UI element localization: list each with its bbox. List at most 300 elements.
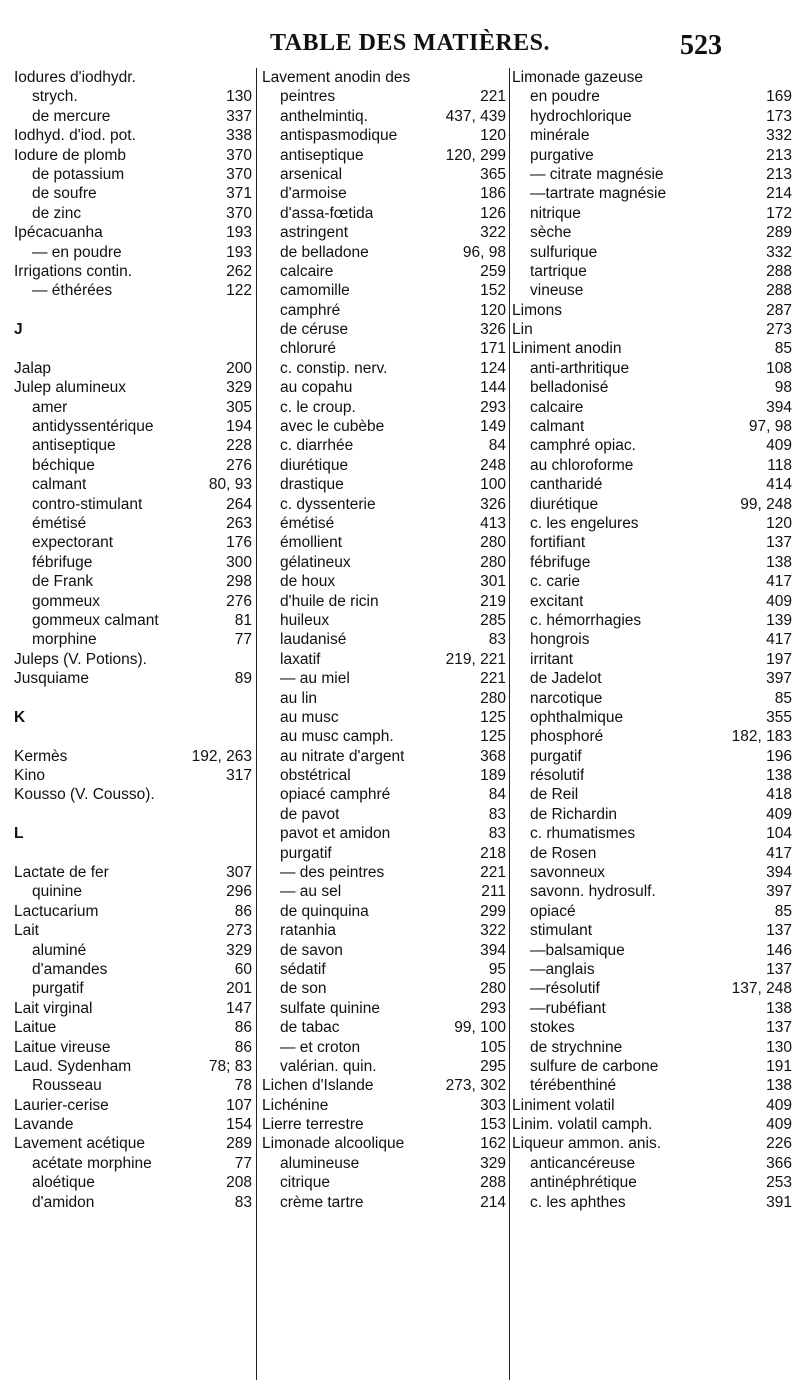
page-ref: 409 <box>766 437 792 455</box>
index-entry <box>262 398 506 417</box>
index-term: — au sel <box>280 883 342 901</box>
page-ref: 154 <box>226 1116 252 1134</box>
index-entry <box>262 533 506 552</box>
index-entry <box>262 417 506 436</box>
index-term: —rubéfiant <box>530 999 606 1017</box>
page-ref: 191 <box>766 1057 792 1075</box>
index-term: aluminé <box>32 941 87 959</box>
index-term: térébenthiné <box>530 1077 617 1095</box>
index-term: antispasmodique <box>280 127 398 145</box>
index-term: purgatif <box>32 980 84 998</box>
index-entry <box>262 1076 506 1095</box>
page-ref: 138 <box>766 767 792 785</box>
page-ref: 118 <box>767 456 792 474</box>
page-ref: 78 <box>234 1077 252 1095</box>
index-entry <box>262 572 506 591</box>
index-term: fébrifuge <box>530 553 591 571</box>
index-entry <box>14 1018 252 1037</box>
page-ref: 329 <box>226 941 252 959</box>
spacer <box>14 844 252 863</box>
index-term: Lactate de fer <box>14 864 109 882</box>
index-term: c. dyssenterie <box>280 495 376 513</box>
page-ref: 366 <box>766 1154 792 1172</box>
index-entry <box>14 398 252 417</box>
index-term: de quinquina <box>280 902 369 920</box>
index-term: peintres <box>280 88 336 106</box>
page-ref: 394 <box>766 864 792 882</box>
index-term: Lavement acétique <box>14 1135 145 1153</box>
index-entry <box>14 417 252 436</box>
index-term: de belladone <box>280 243 369 261</box>
page-ref: 409 <box>766 592 792 610</box>
index-entry <box>262 359 506 378</box>
page-ref: 77 <box>234 1154 252 1172</box>
index-term: d'amidon <box>32 1193 95 1211</box>
index-term: au chloroforme <box>530 456 634 474</box>
index-term: Ipécacuanha <box>14 224 103 242</box>
index-term: de Jadelot <box>530 670 602 688</box>
page-ref: 280 <box>480 534 506 552</box>
index-term: sulfure de carbone <box>530 1057 659 1075</box>
page-ref: 84 <box>488 786 506 804</box>
index-entry <box>512 844 792 863</box>
index-entry <box>512 592 792 611</box>
index-term: laudanisé <box>280 631 347 649</box>
index-entry <box>512 87 792 106</box>
index-entry <box>262 339 506 358</box>
index-entry <box>512 689 792 708</box>
page-ref: 130 <box>226 88 252 106</box>
index-entry <box>512 339 792 358</box>
page-ref: 326 <box>480 495 506 513</box>
index-column-2 <box>262 68 506 1212</box>
index-entry <box>262 1057 506 1076</box>
page-ref: 83 <box>234 1193 252 1211</box>
page-ref: 125 <box>480 728 506 746</box>
index-entry <box>262 262 506 281</box>
index-term: sulfurique <box>530 243 598 261</box>
index-term: c. le croup. <box>280 398 356 416</box>
index-entry <box>14 262 252 281</box>
index-entry <box>14 204 252 223</box>
index-entry <box>14 107 252 126</box>
page-ref: 83 <box>488 631 506 649</box>
index-term: Julep alumineux <box>14 379 127 397</box>
index-entry <box>14 902 252 921</box>
page-ref: 60 <box>234 960 252 978</box>
index-entry <box>262 495 506 514</box>
index-term: pavot et amidon <box>280 825 391 843</box>
index-term: Laitue vireuse <box>14 1038 111 1056</box>
index-term: au musc <box>280 708 339 726</box>
index-term: Lierre terrestre <box>262 1116 364 1134</box>
index-entry <box>262 378 506 397</box>
index-term: valérian. quin. <box>280 1057 377 1075</box>
page-ref: 120, 299 <box>445 146 506 164</box>
index-entry <box>262 902 506 921</box>
index-term: —tartrate magnésie <box>530 185 667 203</box>
index-term: béchique <box>32 456 95 474</box>
page-ref: 98 <box>774 379 792 397</box>
page-ref: 86 <box>234 1038 252 1056</box>
index-term: au musc camph. <box>280 728 394 746</box>
index-term: — en poudre <box>32 243 122 261</box>
index-term: de céruse <box>280 321 349 339</box>
page-ref: 365 <box>480 165 506 183</box>
index-entry <box>262 941 506 960</box>
page-ref: 153 <box>480 1116 506 1134</box>
index-entry <box>14 1193 252 1212</box>
section-letter: K <box>14 708 26 726</box>
spacer <box>14 301 252 320</box>
page-ref: 370 <box>226 204 252 222</box>
index-term: arsenical <box>280 165 343 183</box>
page-ref: 147 <box>226 999 252 1017</box>
index-entry <box>14 650 252 669</box>
index-term: avec le cubèbe <box>280 418 385 436</box>
index-entry <box>14 553 252 572</box>
page-ref: 81 <box>234 611 252 629</box>
index-term: morphine <box>32 631 97 649</box>
page-ref: 305 <box>226 398 252 416</box>
index-entry <box>14 1076 252 1095</box>
index-term: obstétrical <box>280 767 351 785</box>
page-ref: 299 <box>480 902 506 920</box>
index-term: strych. <box>32 88 78 106</box>
page-ref: 105 <box>480 1038 506 1056</box>
page-ref: 146 <box>766 941 792 959</box>
index-term: huileux <box>280 611 330 629</box>
index-entry <box>14 747 252 766</box>
index-term: Juleps (V. Potions). <box>14 650 147 668</box>
page-ref: 417 <box>766 844 792 862</box>
index-term: citrique <box>280 1174 330 1192</box>
index-term: — au miel <box>280 670 350 688</box>
index-entry <box>512 553 792 572</box>
index-entry <box>512 572 792 591</box>
index-entry <box>262 921 506 940</box>
page-ref: 84 <box>488 437 506 455</box>
index-term: savonn. hydrosulf. <box>530 883 656 901</box>
page-ref: 99, 248 <box>740 495 792 513</box>
index-term: stokes <box>530 1019 575 1037</box>
index-term: c. constip. nerv. <box>280 359 388 377</box>
index-term: Jalap <box>14 359 52 377</box>
page-ref: 253 <box>766 1174 792 1192</box>
page-ref: 276 <box>226 456 252 474</box>
index-entry <box>512 398 792 417</box>
index-entry <box>14 941 252 960</box>
page-ref: 137 <box>766 1019 792 1037</box>
page-ref: 289 <box>226 1135 252 1153</box>
index-entry <box>262 824 506 843</box>
index-term: —balsamique <box>530 941 625 959</box>
index-term: d'huile de ricin <box>280 592 379 610</box>
page-ref: 289 <box>766 224 792 242</box>
index-entry <box>512 243 792 262</box>
index-entry <box>14 921 252 940</box>
index-term: —résolutif <box>530 980 600 998</box>
page-ref: 219, 221 <box>445 650 506 668</box>
page-ref: 355 <box>766 708 792 726</box>
page-ref: 193 <box>226 243 252 261</box>
index-entry <box>262 1193 506 1212</box>
column-divider-1 <box>256 68 257 1380</box>
page-ref: 337 <box>226 107 252 125</box>
index-term: contro-stimulant <box>32 495 143 513</box>
index-entry <box>512 1193 792 1212</box>
index-entry <box>262 979 506 998</box>
index-entry <box>262 223 506 242</box>
page-ref: 326 <box>480 321 506 339</box>
index-term: tartrique <box>530 262 587 280</box>
index-term: — et croton <box>280 1038 361 1056</box>
page-ref: 259 <box>480 262 506 280</box>
index-entry <box>262 1115 506 1134</box>
index-entry <box>512 68 792 87</box>
page-ref: 409 <box>766 1096 792 1114</box>
index-term: Iodure de plomb <box>14 146 127 164</box>
index-entry <box>262 611 506 630</box>
spacer <box>14 339 252 358</box>
page-ref: 263 <box>226 514 252 532</box>
index-entry <box>512 1018 792 1037</box>
index-entry <box>512 204 792 223</box>
index-entry <box>262 146 506 165</box>
page-ref: 418 <box>766 786 792 804</box>
index-entry <box>512 630 792 649</box>
page-ref: 130 <box>766 1038 792 1056</box>
index-entry <box>512 1173 792 1192</box>
index-term: de Rosen <box>530 844 597 862</box>
index-term: d'amandes <box>32 960 108 978</box>
index-term: —anglais <box>530 960 595 978</box>
index-term: Lichénine <box>262 1096 329 1114</box>
index-term: chloruré <box>280 340 336 358</box>
index-term: de mercure <box>32 107 111 125</box>
index-term: ophthalmique <box>530 708 624 726</box>
index-term: émétisé <box>32 514 87 532</box>
index-term: Lavande <box>14 1116 74 1134</box>
index-entry <box>512 223 792 242</box>
page-ref: 226 <box>766 1135 792 1153</box>
index-term: opiacé <box>530 902 576 920</box>
index-term: Lavement anodin des <box>262 69 411 86</box>
index-entry <box>14 87 252 106</box>
page-ref: 332 <box>766 127 792 145</box>
index-term: purgatif <box>280 844 332 862</box>
index-term: expectorant <box>32 534 113 552</box>
index-entry <box>512 165 792 184</box>
index-entry <box>262 165 506 184</box>
index-term: calcaire <box>280 262 334 280</box>
index-entry <box>262 766 506 785</box>
page-ref: 329 <box>480 1154 506 1172</box>
page-ref: 214 <box>480 1193 506 1211</box>
index-entry <box>262 747 506 766</box>
index-entry <box>262 844 506 863</box>
page-ref: 99, 100 <box>454 1019 506 1037</box>
page-ref: 221 <box>480 88 506 106</box>
index-entry <box>262 1096 506 1115</box>
page-ref: 86 <box>234 902 252 920</box>
index-term: antidyssentérique <box>32 418 154 436</box>
page-ref: 193 <box>226 224 252 242</box>
index-entry <box>262 1154 506 1173</box>
page-ref: 332 <box>766 243 792 261</box>
index-term: Limonade gazeuse <box>512 69 643 86</box>
index-term: anti-arthritique <box>530 359 630 377</box>
page-ref: 221 <box>480 864 506 882</box>
page-ref: 293 <box>480 999 506 1017</box>
index-term: de potassium <box>32 165 125 183</box>
index-entry <box>14 243 252 262</box>
page-ref: 285 <box>480 611 506 629</box>
page-ref: 288 <box>766 262 792 280</box>
index-term: acétate morphine <box>32 1154 152 1172</box>
page-ref: 138 <box>766 1077 792 1095</box>
page-ref: 307 <box>226 864 252 882</box>
page-ref: 107 <box>226 1096 252 1114</box>
index-term: émétisé <box>280 514 335 532</box>
index-term: quinine <box>32 883 82 901</box>
index-term: diurétique <box>280 456 349 474</box>
page-ref: 280 <box>480 689 506 707</box>
index-term: Lait <box>14 922 39 940</box>
index-term: purgatif <box>530 747 582 765</box>
index-entry <box>512 281 792 300</box>
index-term: calmant <box>530 418 585 436</box>
index-entry <box>262 1018 506 1037</box>
section-letter: J <box>14 321 23 339</box>
index-entry <box>14 863 252 882</box>
index-entry <box>512 1076 792 1095</box>
index-term: savonneux <box>530 864 605 882</box>
index-term: excitant <box>530 592 584 610</box>
index-term: astringent <box>280 224 349 242</box>
page-ref: 125 <box>480 708 506 726</box>
index-term: Irrigations contin. <box>14 262 133 280</box>
index-entry <box>14 126 252 145</box>
page-ref: 273 <box>226 922 252 940</box>
spacer <box>14 805 252 824</box>
page-ref: 162 <box>480 1135 506 1153</box>
page-ref: 85 <box>774 902 792 920</box>
index-entry <box>512 999 792 1018</box>
index-term: amer <box>32 398 68 416</box>
page-ref: 214 <box>766 185 792 203</box>
index-entry <box>262 553 506 572</box>
index-term: sédatif <box>280 960 326 978</box>
index-entry <box>512 941 792 960</box>
page-ref: 248 <box>480 456 506 474</box>
index-term: Iodures d'iodhydr. <box>14 69 136 86</box>
index-term: de houx <box>280 573 336 591</box>
page-ref: 322 <box>480 224 506 242</box>
page-ref: 368 <box>480 747 506 765</box>
page-ref: 394 <box>480 941 506 959</box>
index-entry <box>512 262 792 281</box>
index-entry <box>14 785 252 804</box>
page-ref: 137 <box>766 534 792 552</box>
page-ref: 171 <box>480 340 506 358</box>
index-term: Laurier-cerise <box>14 1096 109 1114</box>
index-term: purgative <box>530 146 594 164</box>
page-ref: 221 <box>480 670 506 688</box>
index-entry <box>14 1173 252 1192</box>
index-entry <box>512 1115 792 1134</box>
page-ref: 89 <box>234 670 252 688</box>
index-term: de Richardin <box>530 805 618 823</box>
index-entry <box>512 1096 792 1115</box>
page-ref: 122 <box>226 282 252 300</box>
index-term: Laitue <box>14 1019 57 1037</box>
index-term: camphré opiac. <box>530 437 636 455</box>
index-entry <box>14 495 252 514</box>
index-entry <box>14 669 252 688</box>
index-term: Rousseau <box>32 1077 102 1095</box>
index-term: résolutif <box>530 767 585 785</box>
page-ref: 287 <box>766 301 792 319</box>
index-entry <box>262 204 506 223</box>
index-entry <box>512 359 792 378</box>
index-entry <box>512 107 792 126</box>
page-ref: 301 <box>480 573 506 591</box>
page-ref: 417 <box>766 573 792 591</box>
index-term: camomille <box>280 282 350 300</box>
index-term: Lichen d'Islande <box>262 1077 374 1095</box>
index-term: Laud. Sydenham <box>14 1057 132 1075</box>
index-term: phosphoré <box>530 728 604 746</box>
page-ref: 189 <box>480 767 506 785</box>
index-entry <box>512 785 792 804</box>
index-term: de tabac <box>280 1019 340 1037</box>
page-ref: 172 <box>766 204 792 222</box>
index-term: anticancéreuse <box>530 1154 636 1172</box>
page-ref: 97, 98 <box>748 418 792 436</box>
page-ref: 391 <box>766 1193 792 1211</box>
index-entry <box>512 921 792 940</box>
index-term: de Frank <box>32 573 94 591</box>
index-term: alumineuse <box>280 1154 360 1172</box>
index-entry <box>512 805 792 824</box>
index-entry <box>512 495 792 514</box>
index-entry <box>262 126 506 145</box>
index-term: narcotique <box>530 689 603 707</box>
index-entry <box>14 999 252 1018</box>
page-ref: 417 <box>766 631 792 649</box>
index-entry <box>512 650 792 669</box>
index-term: c. diarrhée <box>280 437 354 455</box>
index-entry <box>262 1038 506 1057</box>
page-ref: 197 <box>766 650 792 668</box>
index-entry <box>262 882 506 901</box>
index-entry <box>512 979 792 998</box>
index-entry <box>262 184 506 203</box>
page-ref: 413 <box>480 514 506 532</box>
index-term: vineuse <box>530 282 584 300</box>
page-ref: 329 <box>226 379 252 397</box>
index-entry <box>14 960 252 979</box>
page-ref: 293 <box>480 398 506 416</box>
index-entry <box>262 630 506 649</box>
index-entry <box>262 999 506 1018</box>
page-ref: 288 <box>480 1174 506 1192</box>
page-ref: 228 <box>226 437 252 455</box>
page-ref: 176 <box>226 534 252 552</box>
index-entry <box>512 1154 792 1173</box>
index-term: de strychnine <box>530 1038 623 1056</box>
